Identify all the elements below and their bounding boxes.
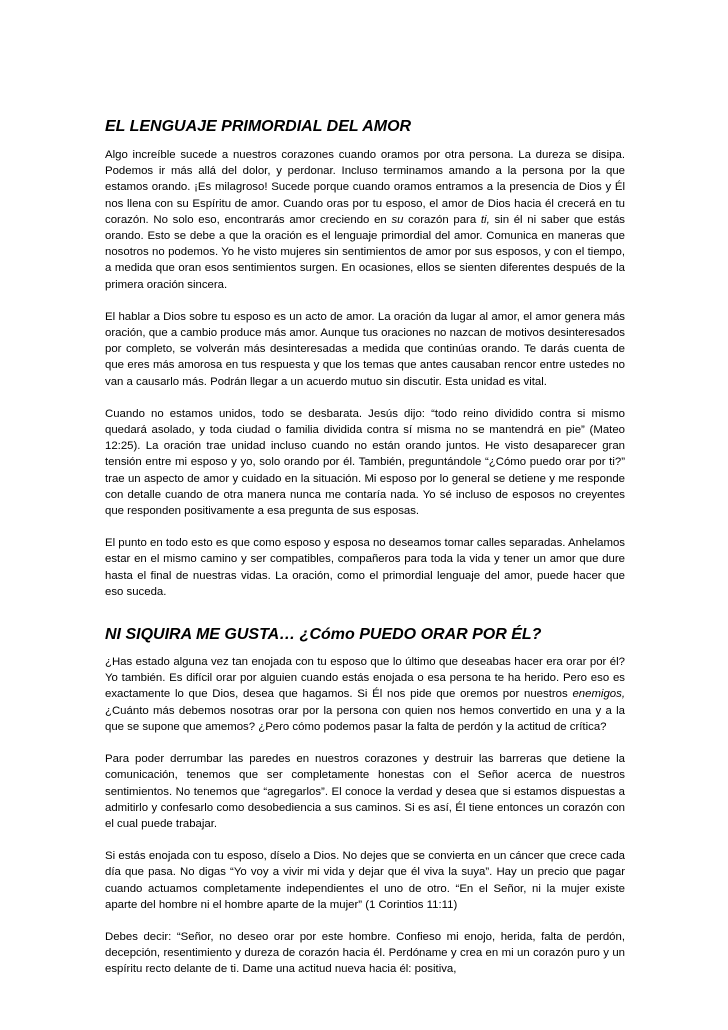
paragraph-2: El hablar a Dios sobre tu esposo es un acto de amor. La oración da lugar al amor, el amor genera más oración, que a cambio produce más amor. Aunque tus oraciones no nazcan de motivos desinteresados por completo, se volverán más desinteresadas a medida que continúas orando. Te darás cuenta de que eres más amorosa en tus respuesta y que los temas que antes causaban rencor entre ustedes no van a causarlo más. Podrán llegar a un acuerdo mutuo sin discutir. Esta unidad es vital.	[105, 310, 625, 388]
section-title-2: NI SIQUIRA ME GUSTA… ¿Cómo PUEDO ORAR POR ÉL?	[105, 626, 542, 644]
paragraph-5-text-a: ¿Has estado alguna vez tan enojada con tu esposo que lo último que deseabas hacer era orar por él? Yo también. Es difícil orar por alguien cuando estás enojada o esa persona te ha herido. Pero eso es exactamente lo que Dios, desea que hagamos. Si Él nos pide que oremos por nuestros	[105, 656, 625, 701]
paragraph-5-text-b: ¿Cuánto más debemos nosotras orar por la persona con quien nos hemos convertido en una y a la que se supone que amemos? ¿Pero cómo podemos pasar la falta de perdón y la actitud de crítica?	[105, 704, 625, 733]
section-title-1: EL LENGUAJE PRIMORDIAL DEL AMOR	[105, 118, 412, 135]
paragraph-3: Cuando no estamos unidos, todo se desbarata. Jesús dijo: “todo reino dividido contra si mismo quedará asolado, y toda ciudad o familia dividida contra sí misma no se mantendrá en pie” (Mateo 12:25). La oración trae unidad incluso cuando no están orando juntos. He visto desaparecer gran tensión entre mi esposo y yo, solo orando por él. También, preguntándole “¿Cómo puedo orar por ti?” trae un aspecto de amor y cuidado en la situación. Mi esposo por lo general se detiene y me responde con detalle cuando de otra manera nunca me contaría nada. Yo sé incluso de esposos no creyentes que responden positivamente a esa pregunta de sus esposas.	[105, 407, 625, 518]
emphasis-enemigos: enemigos,	[572, 688, 625, 701]
paragraph-6: Para poder derrumbar las paredes en nuestros corazones y destruir las barreras que detiene la comunicación, tenemos que ser completamente honestas con el Señor acerca de nuestros sentimientos. No tenemos que “agregarlos”. El conoce la verdad y desea que si estamos dispuestas a admitirlo y confesarlo como desobediencia a sus caminos. Si es así, Él tiene entonces un corazón con el cual puede trabajar.	[105, 753, 625, 830]
paragraph-5	[105, 654, 625, 735]
document-page	[105, 117, 625, 978]
emphasis-ti: ti,	[480, 213, 490, 226]
paragraph-1-text-b: corazón para	[403, 213, 481, 226]
paragraph-1-text-a: Algo increíble sucede a nuestros corazones cuando oramos por otra persona. La dureza se disipa. Podemos ir más allá del dolor, y perdonar. Incluso terminamos amando a la persona por la que estamos orando. ¡Es milagroso! Sucede porque cuando oramos entramos a la presencia de Dios y Él nos llena con su Espíritu de amor. Cuando oras por tu esposo, el amor de Dios hacia él crecerá en tu corazón. No solo eso, encontrarás amor creciendo en	[105, 149, 625, 226]
paragraph-1-text-c: sin él ni saber que estás orando. Esto se debe a que la oración es el lenguaje primordial del amor. Comunica en maneras que nosotros no podemos. Yo he visto mujeres sin sentimientos de amor por sus esposos, y con el tiempo, a medida que oran esos sentimientos surgen. En ocasiones, ellos se sienten diferentes después de la primera oración sincera.	[105, 213, 625, 291]
emphasis-su: su	[391, 213, 404, 226]
paragraph-4: El punto en todo esto es que como esposo y esposa no deseamos tomar calles separadas. Anhelamos estar en el mismo camino y ser compatibles, compañeros para toda la vida y tener un amor que dure hasta el final de nuestras vidas. La oración, como el primordial lenguaje del amor, puede hacer que eso suceda.	[105, 537, 625, 598]
paragraph-8: Debes decir: “Señor, no deseo orar por este hombre. Confieso mi enojo, herida, falta de perdón, decepción, resentimiento y dureza de corazón hacia él. Perdóname y crea en mi un corazón puro y un espíritu recto delante de ti. Dame una actitud nueva hacia él: positiva,	[105, 930, 625, 976]
paragraph-7: Si estás enojada con tu esposo, díselo a Dios. No dejes que se convierta en un cáncer que crece cada día que pasa. No digas “Yo voy a vivir mi vida y dejar que él viva la suya”. Hay un precio que pagar cuando actuamos completamente independientes el uno de otro. “En el Señor, ni la mujer existe aparte del hombre ni el hombre aparte de la mujer” (1 Corintios 11:11)	[105, 850, 625, 911]
paragraph-1	[105, 147, 625, 293]
